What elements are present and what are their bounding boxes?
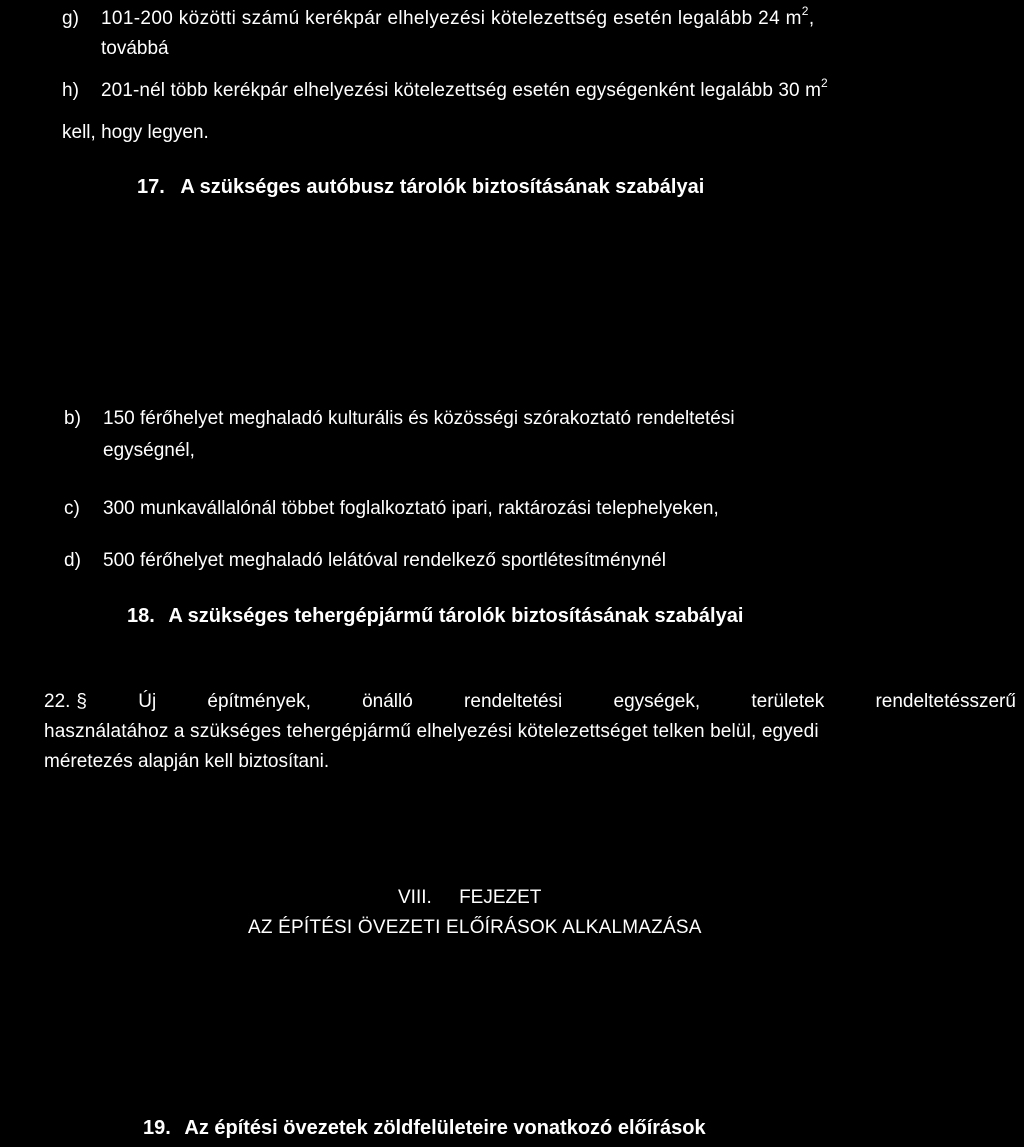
section-title: A szükséges autóbusz tárolók biztosításának szabályai (180, 176, 705, 198)
section-number: 17. (137, 176, 165, 198)
word: rendeltetési (464, 691, 563, 712)
list-label-h: h) (62, 80, 79, 101)
word: Új (138, 691, 157, 712)
section-title: Az építési övezetek zöldfelületeire vonatkozó előírások (184, 1117, 706, 1139)
section-19-heading (143, 1113, 706, 1143)
paragraph-number-text: 22. (44, 691, 71, 712)
list-item-g-line: 101-200 közötti számú kerékpár elhelyezési kötelezettség esetén legalább 24 m (101, 8, 802, 29)
superscript: 2 (801, 3, 809, 18)
list-item-h-text (101, 76, 828, 106)
list-label-b: b) (64, 408, 81, 429)
comma: , (808, 8, 815, 29)
paragraph-number (44, 687, 87, 717)
paragraph-22-line2: használatához a szükséges tehergépjármű elhelyezési kötelezettséget telken belül, egyedi (44, 721, 819, 742)
paragraph-22-line3: méretezés alapján kell biztosítani. (44, 751, 330, 772)
list-label-c: c) (64, 498, 80, 519)
word: önálló (362, 691, 413, 712)
word: rendeltetésszerű (875, 691, 1016, 712)
word: területek (751, 691, 825, 712)
list-label-d: d) (64, 550, 81, 571)
closing-line: kell, hogy legyen. (62, 122, 209, 143)
list-item-b-line1: 150 férőhelyet meghaladó kulturális és közösségi szórakoztató rendeltetési (103, 408, 735, 429)
list-item-g-continuation: továbbá (101, 38, 169, 59)
chapter-heading-line1 (398, 883, 541, 913)
word: építmények, (207, 691, 311, 712)
superscript: 2 (821, 75, 828, 90)
list-item-b-line2: egységnél, (103, 440, 195, 461)
list-item-c-line1: 300 munkavállalónál többet foglalkoztató ipari, raktározási telephelyeken, (103, 498, 719, 519)
section-17-heading (137, 172, 704, 202)
chapter-number: VIII. (398, 887, 432, 908)
chapter-word: FEJEZET (459, 887, 542, 908)
section-18-heading (127, 601, 743, 631)
paragraph-22-line1 (44, 687, 1016, 717)
list-item-h-line: 201-nél több kerékpár elhelyezési kötelezettség esetén egységenként legalább 30 m (101, 80, 822, 101)
word: egységek, (613, 691, 701, 712)
section-number: 18. (127, 605, 155, 627)
section-number: 19. (143, 1117, 171, 1139)
list-item-g-text (101, 4, 814, 34)
chapter-title: AZ ÉPÍTÉSI ÖVEZETI ELŐÍRÁSOK ALKALMAZÁSA (248, 917, 702, 938)
list-item-d-line1: 500 férőhelyet meghaladó lelátóval rendelkező sportlétesítménynél (103, 550, 666, 571)
list-label-g: g) (62, 8, 79, 29)
section-title: A szükséges tehergépjármű tárolók biztosításának szabályai (168, 605, 744, 627)
section-symbol: § (76, 691, 87, 712)
